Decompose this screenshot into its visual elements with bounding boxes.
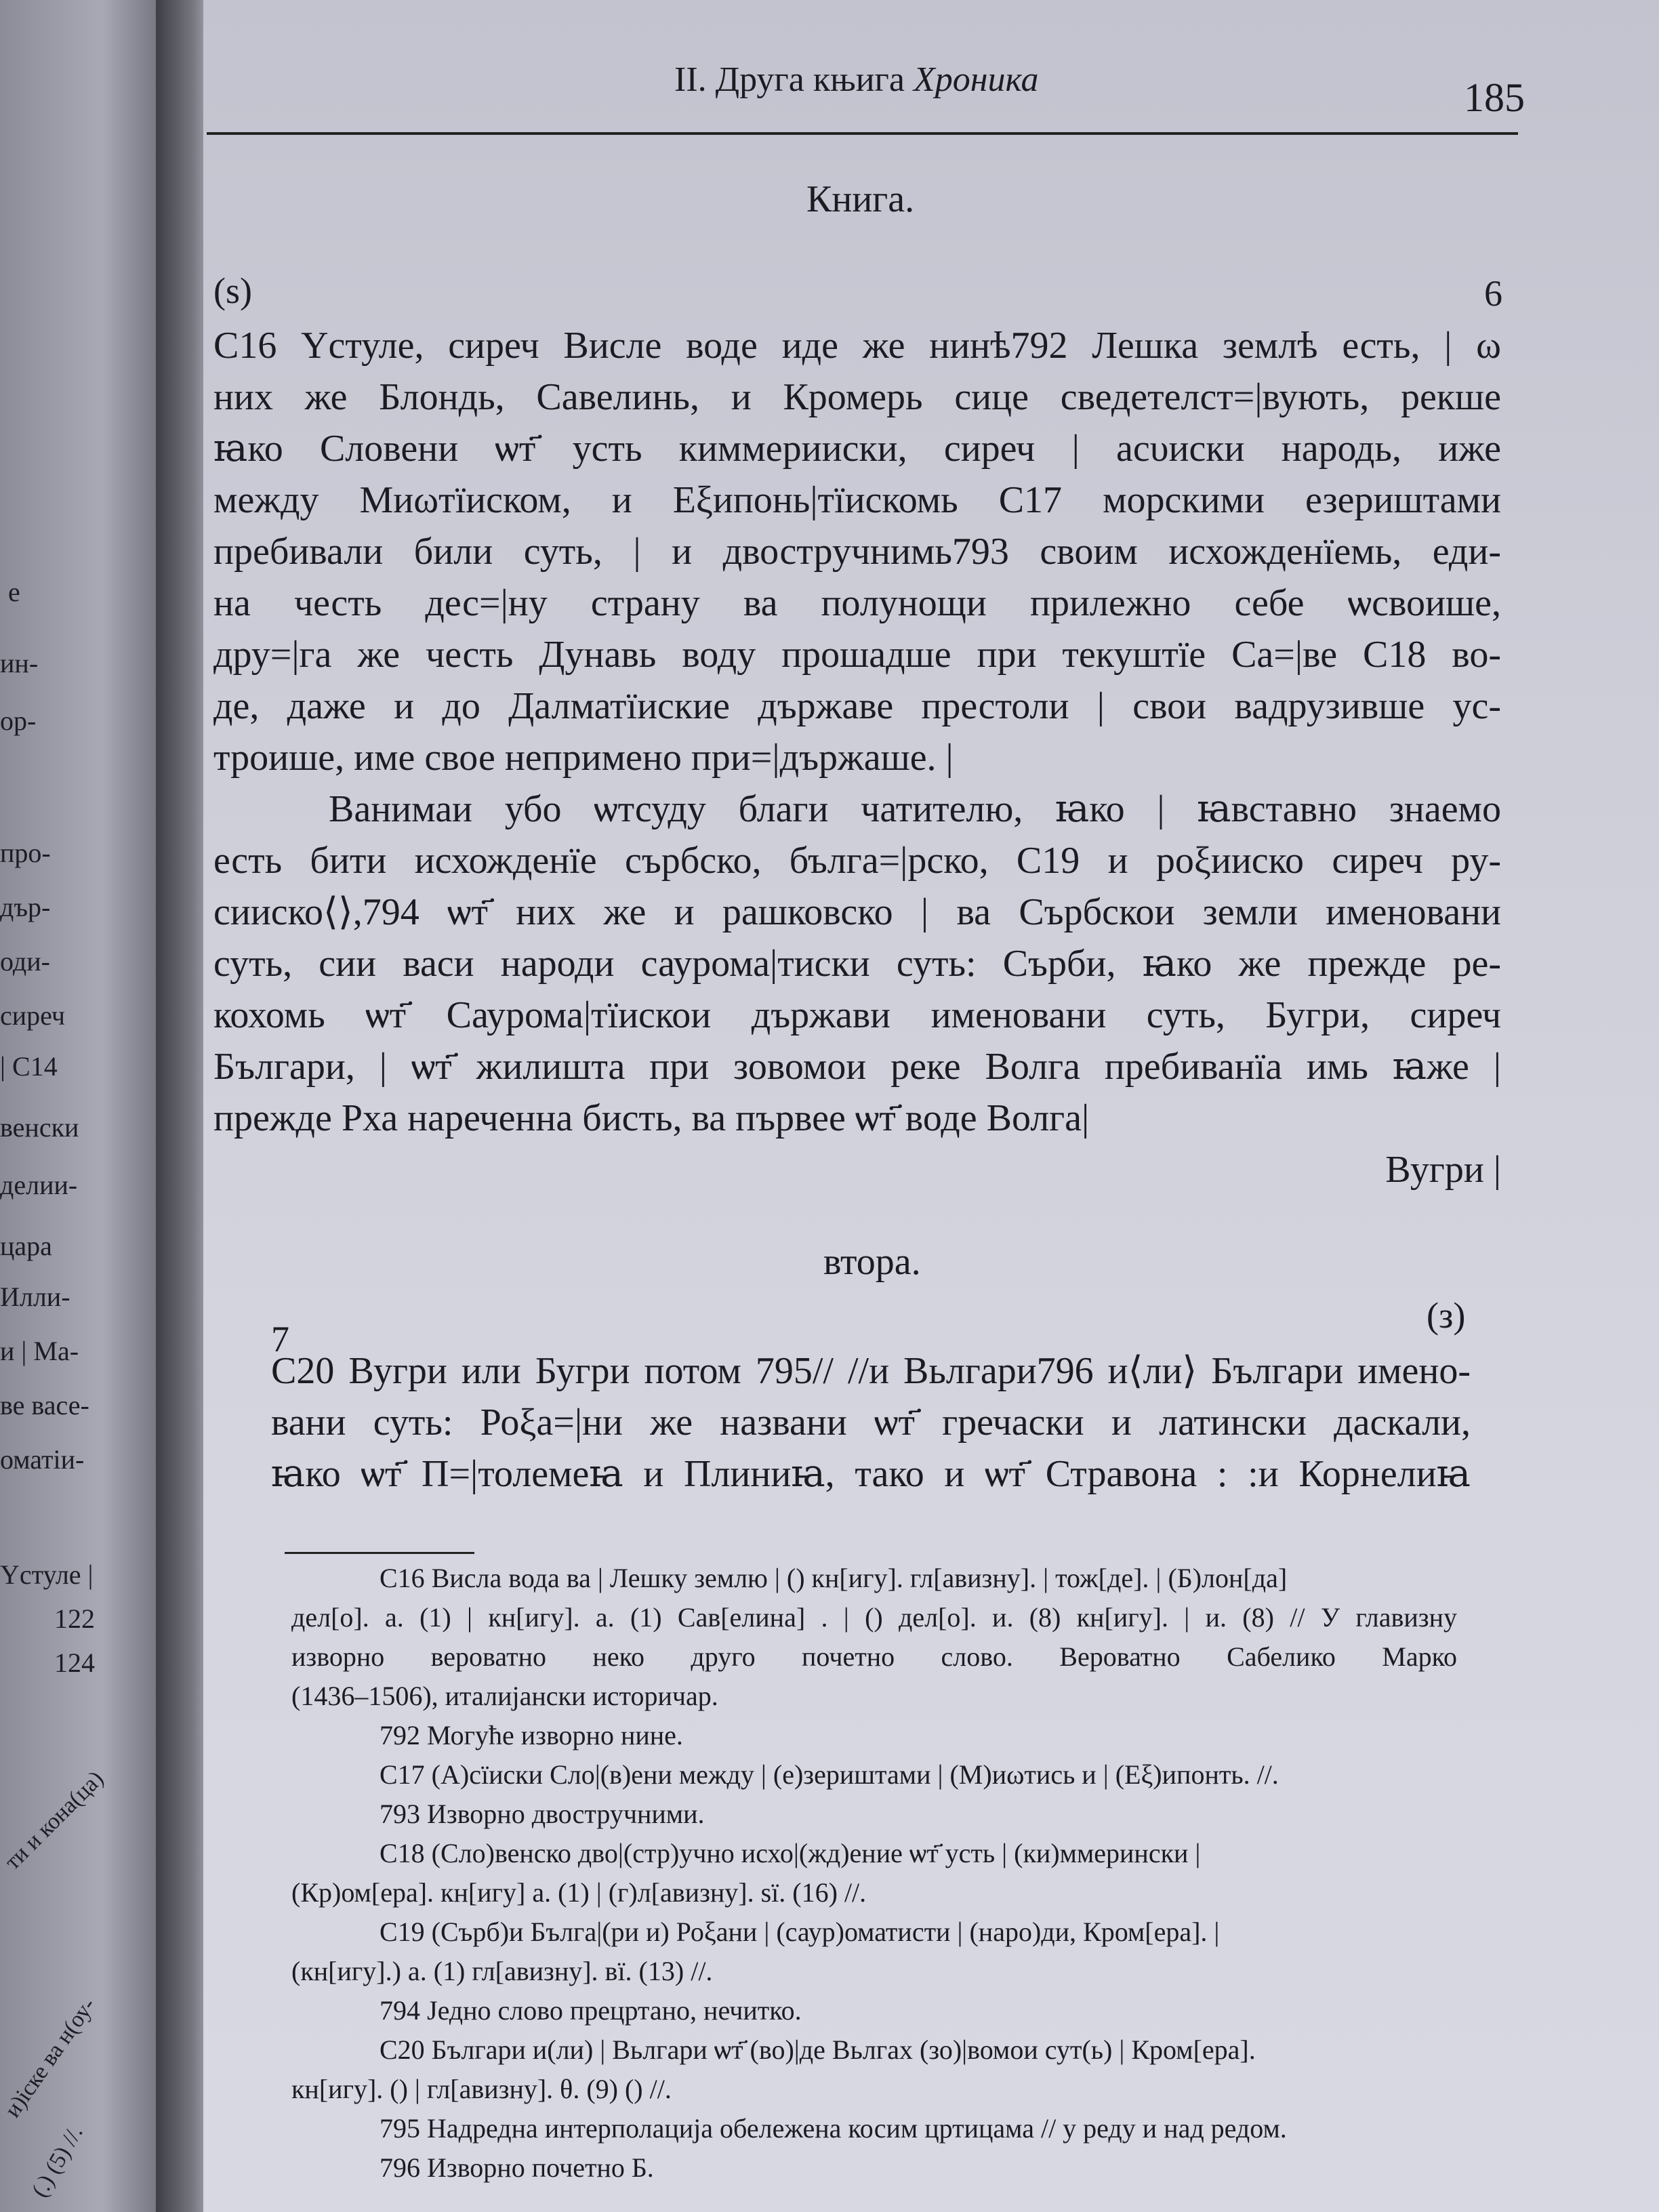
margin-fragment: и)іске ва н(оу-: [0, 1993, 101, 2123]
text-line: троише, име свое непримено при=|държаше. |: [213, 737, 954, 779]
text-line: пребивали били суть, | и двостручнимь793 своим исхожденїемь, еди-: [213, 531, 1501, 573]
margin-fragment: (.) (5) //.: [27, 2121, 88, 2202]
left-marker: 7: [271, 1319, 289, 1359]
text-line: Българи, | ѡт҃ жилишта при зовомои реке Волга пребиванїа имь ꙗже |: [213, 1046, 1501, 1088]
footnote-line: (1436–1506), италијански историчар.: [291, 1681, 718, 1711]
footnote-line: С17 (А)сїиски Сло|(в)ени между | (е)зериштами | (М)иωтись и | (Εξ)ипонть. //.: [380, 1759, 1279, 1790]
margin-fragment: сиреч: [0, 1000, 66, 1031]
main-text-section-2: [271, 1345, 1471, 1500]
text-line: де, даже и до Далматїиские държаве престоли | свои вадрузивше ус-: [213, 685, 1501, 727]
running-head-text: II. Друга књига: [674, 60, 905, 99]
margin-fragment: оди-: [0, 946, 50, 977]
footnote-line: 796 Изворно почетно Б.: [380, 2152, 654, 2183]
margin-fragment: про-: [0, 838, 51, 868]
margin-fragment: ти и кона(ца): [0, 1766, 108, 1875]
section-title: втора.: [823, 1241, 921, 1283]
margin-fragment: е: [8, 577, 20, 607]
footnotes: [291, 1559, 1457, 2188]
margin-fragment: ве васе-: [0, 1390, 89, 1420]
catchword: Вугри |: [1385, 1149, 1501, 1191]
main-text-section-1: [213, 320, 1501, 1195]
margin-fragment: делии-: [0, 1170, 78, 1200]
footnote-line: С20 Българи и(ли) | Вьлгари ѡт҃ (во)|де Вьлгах (зо)|вомои сут(ь) | Кром[ера].: [380, 2034, 1256, 2065]
left-marker: (ѕ): [213, 270, 252, 311]
running-head: [674, 60, 1039, 100]
footnote-line: (Кр)ом[ера]. кн[игу] а. (1) | (г)л[авизну]. ѕї. (16) //.: [291, 1877, 867, 1908]
text-line: С20 Вугри или Бугри потом 795// //и Вьлгари796 и⟨ли⟩ Българи имено-: [271, 1350, 1471, 1392]
footnote-line: (кн[игу].) а. (1) гл[авизну]. вї. (13) //.: [291, 1956, 713, 1986]
text-line: Ванимаи убо ѡтсуду благи чатителю, ꙗко | ꙗвставно знаемо: [329, 788, 1501, 830]
footnote-line: 795 Надредна интерполација обележена косим цртицама // у реду и над редом.: [380, 2113, 1287, 2144]
footnote-line: дел[о]. а. (1) | кн[игу]. а. (1) Сав[елина] . | () дел[о]. и. (8) кн[игу]. | и. (8) // У главизну: [291, 1602, 1457, 1633]
margin-fragment: венски: [0, 1112, 79, 1143]
margin-fragment: 122: [54, 1603, 95, 1634]
margin-fragment: и | Ма-: [0, 1336, 79, 1366]
text-line: сииско⟨⟩,794 ѡт҃ них же и рашковско | ва Сърбскои земли именовани: [213, 891, 1501, 933]
page-header: [207, 54, 1525, 135]
margin-fragment: ор-: [0, 705, 37, 736]
text-line: суть, сии васи народи саурома|тиски суть: Сърби, ꙗко же прежде ре-: [213, 943, 1501, 985]
text-line: на честь дес=|ну страну ва полунощи прилежно себе ѡсвоише,: [213, 582, 1501, 624]
footnote-line: С18 (Сло)венско дво|(стр)учно исхо|(жд)ение ѡт҃ усть | (ки)ммерински |: [380, 1838, 1201, 1868]
margin-fragment: 124: [54, 1647, 95, 1678]
section-title: Книга.: [806, 178, 915, 220]
footnote-line: 794 Једно слово прецртано, нечитко.: [380, 1995, 802, 2026]
text-line: кохомь ѡт҃ Саурома|тїискои държави именовани суть, Бугри, сиреч: [213, 994, 1501, 1036]
right-marker: (з): [1427, 1295, 1466, 1336]
footnote-rule: [285, 1552, 474, 1554]
text-line: между Миωтїиском, и Εξипонь|тїискомь С17 морскими езериштами: [213, 479, 1501, 521]
text-line: них же Блондь, Савелинь, и Кромерь сице сведетелст=|вують, рекше: [213, 376, 1501, 418]
margin-fragment: | С14: [0, 1051, 58, 1082]
margin-fragment: дър-: [0, 892, 51, 922]
margin-fragment: оматіи-: [0, 1444, 85, 1475]
footnote-line: 793 Изворно двостручними.: [380, 1799, 705, 1829]
right-marker: 6: [1484, 273, 1502, 314]
margin-fragment: ин-: [0, 648, 39, 678]
running-head-italic: Хроника: [913, 60, 1039, 99]
facing-page: [0, 0, 169, 2212]
footnote-line: изворно вероватно неко друго почетно слово. Вероватно Сабелико Марко: [291, 1641, 1457, 1672]
text-line: вани суть: Роξа=|ни же названи ѡт҃ гречаски и латински даскали,: [271, 1401, 1471, 1443]
text-line: есть бити исхожденїе сърбско, бълга=|рско, С19 и роξииско сиреч ру-: [213, 840, 1501, 882]
page-number: 185: [1464, 75, 1525, 120]
book-page: [203, 0, 1659, 2212]
text-line: прежде Рха нареченна бисть, ва първее ѡт҃ воде Волга|: [213, 1097, 1090, 1139]
footnote-line: С19 (Сърб)и Бълга|(ри и) Роξани | (саур)оматисти | (наро)ди, Кром[ера]. |: [380, 1917, 1220, 1947]
text-line: дру=|га же честь Дунавь воду прошадше при текуштїе Са=|ве С18 во-: [213, 634, 1501, 676]
margin-fragment: царa: [0, 1231, 52, 1261]
text-line: С16 Υстуле, сиреч Висле воде иде же нинѣ792 Лешка землѣ есть, | ω: [213, 325, 1501, 367]
footnote-line: 792 Могуће изворно нине.: [380, 1720, 683, 1750]
footnote-line: кн[игу]. () | гл[авизну]. θ. (9) () //.: [291, 2074, 672, 2104]
margin-fragment: Υстуле |: [0, 1559, 94, 1590]
footnote-line: С16 Висла вода ва | Лешку землю | () кн[игу]. гл[авизну]. | тож[де]. | (Б)лон[да]: [380, 1563, 1288, 1593]
margin-fragment: Илли-: [0, 1282, 70, 1312]
text-line: ꙗко Словени ѡт҃ усть киммерииски, сиреч | асυиски народь, иже: [213, 428, 1501, 470]
text-line: ꙗко ѡт҃ П=|толемеꙗ и Плиниꙗ, тако и ѡт҃ Стравона : :и Корнелиꙗ: [271, 1453, 1471, 1495]
